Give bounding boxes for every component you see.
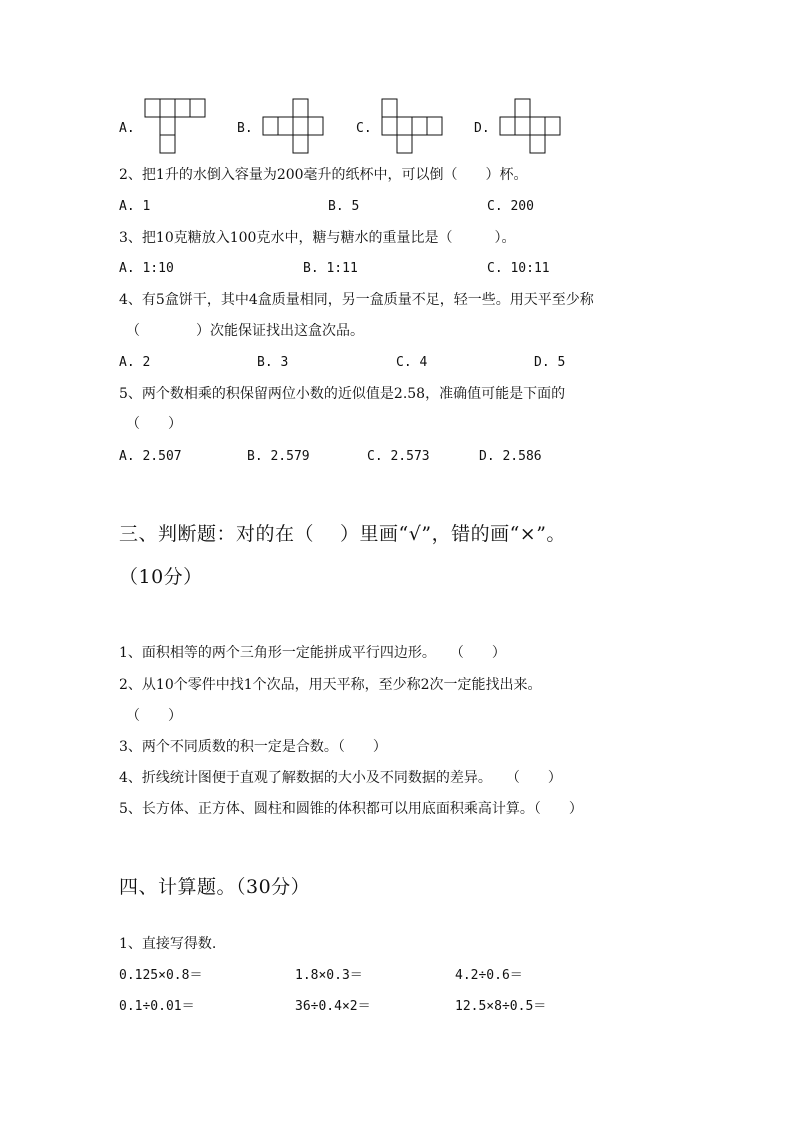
calc-item-6: 12.5×8÷0.5＝ <box>455 999 547 1014</box>
calc-q1-text: 1、直接写得数. <box>119 936 217 952</box>
calc-item-3: 4.2÷0.6＝ <box>455 968 523 983</box>
q1-option-a-net <box>143 97 207 157</box>
q4-option-b: B. 3 <box>257 355 289 370</box>
section4-title: 四、计算题。（30分） <box>119 876 311 898</box>
q5-option-d: D. 2.586 <box>479 449 542 464</box>
q1-option-b-label: B. <box>237 121 253 136</box>
q2-option-c: C. 200 <box>487 199 534 214</box>
q5-option-c: C. 2.573 <box>367 449 430 464</box>
section3-title-line1: 三、判断题：对的在（ ）里画“√”，错的画“×”。 <box>119 523 566 545</box>
q3-text: 3、把10克糖放入100克水中，糖与糖水的重量比是（ ）。 <box>119 230 516 246</box>
judge-item-2: 2、从10个零件中找1个次品，用天平称，至少称2次一定能找出来。 <box>119 677 542 693</box>
q1-option-d-net <box>498 97 562 157</box>
q4-text-line2: （ ）次能保证找出这盒次品。 <box>126 323 364 339</box>
calc-item-4: 0.1÷0.01＝ <box>119 999 195 1014</box>
q3-option-a: A. 1:10 <box>119 261 174 276</box>
q4-text-line1: 4、有5盒饼干，其中4盒质量相同，另一盒质量不足，轻一些。用天平至少称 <box>119 292 594 308</box>
calc-item-5: 36÷0.4×2＝ <box>295 999 371 1014</box>
q3-option-b: B. 1:11 <box>303 261 358 276</box>
judge-item-5: 5、长方体、正方体、圆柱和圆锥的体积都可以用底面积乘高计算。（ ） <box>119 801 583 817</box>
q5-option-a: A. 2.507 <box>119 449 182 464</box>
q5-text-line2: （ ） <box>126 416 182 432</box>
q4-option-c: C. 4 <box>396 355 428 370</box>
judge-item-3: 3、两个不同质数的积一定是合数。（ ） <box>119 739 387 755</box>
q3-option-c: C. 10:11 <box>487 261 550 276</box>
q4-option-d: D. 5 <box>534 355 566 370</box>
q2-text: 2、把1升的水倒入容量为200毫升的纸杯中，可以倒（ ）杯。 <box>119 167 528 183</box>
q5-option-b: B. 2.579 <box>247 449 310 464</box>
judge-item-1: 1、面积相等的两个三角形一定能拼成平行四边形。 （ ） <box>119 645 506 661</box>
q5-text-line1: 5、两个数相乘的积保留两位小数的近似值是2.58，准确值可能是下面的 <box>119 386 566 402</box>
q1-option-b-net <box>261 97 325 157</box>
q1-option-c-net <box>380 97 444 157</box>
q4-option-a: A. 2 <box>119 355 151 370</box>
judge-item-4: 4、折线统计图便于直观了解数据的大小及不同数据的差异。 （ ） <box>119 770 562 786</box>
judge-item-2-paren: （ ） <box>126 708 182 724</box>
calc-item-1: 0.125×0.8＝ <box>119 968 203 983</box>
q2-option-a: A. 1 <box>119 199 151 214</box>
q1-option-d-label: D. <box>474 121 490 136</box>
q2-option-b: B. 5 <box>328 199 360 214</box>
q1-option-c-label: C. <box>356 121 372 136</box>
q1-option-a-label: A. <box>119 121 135 136</box>
calc-item-2: 1.8×0.3＝ <box>295 968 363 983</box>
section3-title-line2: （10分） <box>119 566 203 588</box>
